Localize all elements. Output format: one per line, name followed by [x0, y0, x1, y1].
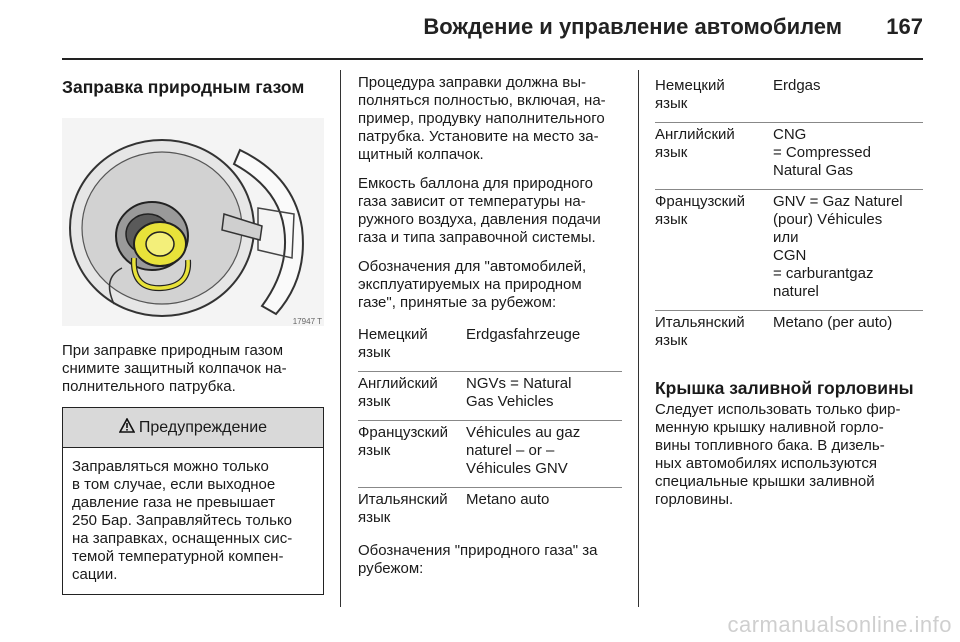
text-line: на заправках, оснащенных сис- [72, 530, 293, 547]
text-line: язык [655, 332, 688, 349]
text-line: ружного воздуха, давления подачи [358, 211, 601, 228]
text-line: NGVs = Natural [466, 375, 572, 392]
text-line: вины топливного бака. В дизель- [655, 437, 885, 454]
text-line: naturel [773, 283, 819, 300]
table-row [655, 74, 923, 123]
text-line: газа зависит от температуры на- [358, 193, 586, 210]
paragraph-capacity [358, 175, 622, 247]
value-cell [466, 323, 622, 372]
text-line: темой температурной компен- [72, 548, 284, 565]
warning-title: Предупреждение [138, 418, 268, 436]
text-line: Metano auto [466, 491, 550, 508]
text-line: Обозначения "природного газа" за [358, 542, 598, 559]
table-row [358, 421, 622, 488]
table-row [358, 488, 622, 537]
text-line: Erdgasfahrzeuge [466, 326, 581, 343]
value-cell [773, 74, 923, 123]
text-line: CGN [773, 247, 807, 264]
text-line: naturel – or – [466, 442, 555, 459]
text-line: = Compressed [773, 144, 871, 161]
text-line: газе", принятые за рубежом: [358, 294, 557, 311]
text-line: или [773, 229, 799, 246]
warning-header [63, 408, 323, 448]
language-cell [358, 323, 466, 372]
text-line: ных автомобилях используются [655, 455, 877, 472]
text-line: язык [655, 211, 688, 228]
column-divider-1 [340, 70, 341, 607]
table-row [655, 190, 923, 311]
text-line: эксплуатируемых на природном [358, 276, 582, 293]
language-cell [655, 311, 773, 360]
text-line: Английский [358, 375, 438, 392]
table-row [655, 123, 923, 190]
page-number: 167 [886, 14, 923, 39]
section-title-filler-cap: Крышка заливной горловины [655, 378, 914, 398]
text-line: язык [358, 344, 391, 361]
text-line: специальные крышки заливной [655, 473, 875, 490]
value-cell [773, 123, 923, 190]
warning-box [62, 407, 324, 595]
table-row [358, 323, 622, 372]
text-line: язык [655, 95, 688, 112]
text-line: давление газа не превышает [72, 494, 276, 511]
text-line: Metano (per auto) [773, 314, 893, 331]
text-line: Емкость баллона для природного [358, 175, 593, 192]
warning-triangle-icon [119, 418, 135, 438]
text-line: Итальянский [358, 491, 448, 508]
text-line: пример, продувку наполнительного [358, 110, 605, 127]
value-cell [466, 372, 622, 421]
paragraph-procedure [358, 74, 622, 164]
table-row [358, 372, 622, 421]
text-line: Итальянский [655, 314, 745, 331]
language-cell [358, 488, 466, 537]
language-cell [358, 421, 466, 488]
column-1 [62, 70, 324, 595]
filler-flap-illustration [62, 118, 324, 326]
text-line: Véhicules GNV [466, 460, 568, 477]
value-cell [773, 190, 923, 311]
vehicle-designations-table [358, 323, 622, 536]
text-line: Erdgas [773, 77, 821, 94]
value-cell [466, 488, 622, 537]
value-cell [773, 311, 923, 360]
language-cell [655, 190, 773, 311]
filler-cap-paragraph [655, 401, 923, 509]
gas-designations-table [655, 74, 923, 359]
header-rule [62, 58, 923, 60]
text-line: Английский [655, 126, 735, 143]
text-line: патрубка. Установите на место за- [358, 128, 599, 145]
text-line: менную крышку наливной горло- [655, 419, 884, 436]
section-title-cng-refuel: Заправка природным газом [62, 77, 305, 97]
text-line: рубежом: [358, 560, 424, 577]
text-line: полнительного патрубка. [62, 378, 236, 395]
text-line: Французский [358, 424, 448, 441]
text-line: щитный колпачок. [358, 146, 484, 163]
warning-text [63, 448, 323, 594]
text-line: Французский [655, 193, 745, 210]
text-line: CNG [773, 126, 807, 143]
language-cell [358, 372, 466, 421]
column-2 [358, 74, 622, 589]
text-line: GNV = Gaz Naturel [773, 193, 903, 210]
text-line: горловины. [655, 491, 734, 508]
watermark: carmanualsonline.info [727, 612, 952, 637]
table-row [655, 311, 923, 360]
fuel-filler-drawing [62, 118, 324, 326]
text-line: в том случае, если выходное [72, 476, 276, 493]
text-line: газа и типа заправочной системы. [358, 229, 596, 246]
figure-number: 17947 T [292, 317, 322, 326]
text-line: язык [655, 144, 688, 161]
text-line: Véhicules au gaz [466, 424, 581, 441]
text-line: Natural Gas [773, 162, 854, 179]
text-line: Немецкий [655, 77, 725, 94]
page-header-title: Вождение и управление автомобилем [423, 14, 842, 39]
column-divider-2 [638, 70, 639, 607]
text-line: Следует использовать только фир- [655, 401, 901, 418]
text-line: полняться полностью, включая, на- [358, 92, 606, 109]
text-line: (pour) Véhicules [773, 211, 883, 228]
text-line: = carburantgaz [773, 265, 874, 282]
filler-cap-section [655, 377, 923, 509]
value-cell [466, 421, 622, 488]
text-line: Gas Vehicles [466, 393, 554, 410]
text-line: При заправке природным газом [62, 342, 284, 359]
text-line: язык [358, 393, 391, 410]
text-line: Процедура заправки должна вы- [358, 74, 587, 91]
text-line: Обозначения для "автомобилей, [358, 258, 587, 275]
text-line: 250 Бар. Заправляйтесь только [72, 512, 293, 529]
intro-paragraph [62, 342, 324, 396]
paragraph-gas-designations [358, 542, 622, 578]
text-line: снимите защитный колпачок на- [62, 360, 287, 377]
language-cell [655, 123, 773, 190]
column-3 [655, 74, 923, 520]
text-line: сации. [72, 566, 118, 583]
language-cell [655, 74, 773, 123]
text-line: Немецкий [358, 326, 428, 343]
text-line: язык [358, 442, 391, 459]
paragraph-designations [358, 258, 622, 312]
text-line: язык [358, 509, 391, 526]
text-line: Заправляться можно только [72, 458, 269, 475]
